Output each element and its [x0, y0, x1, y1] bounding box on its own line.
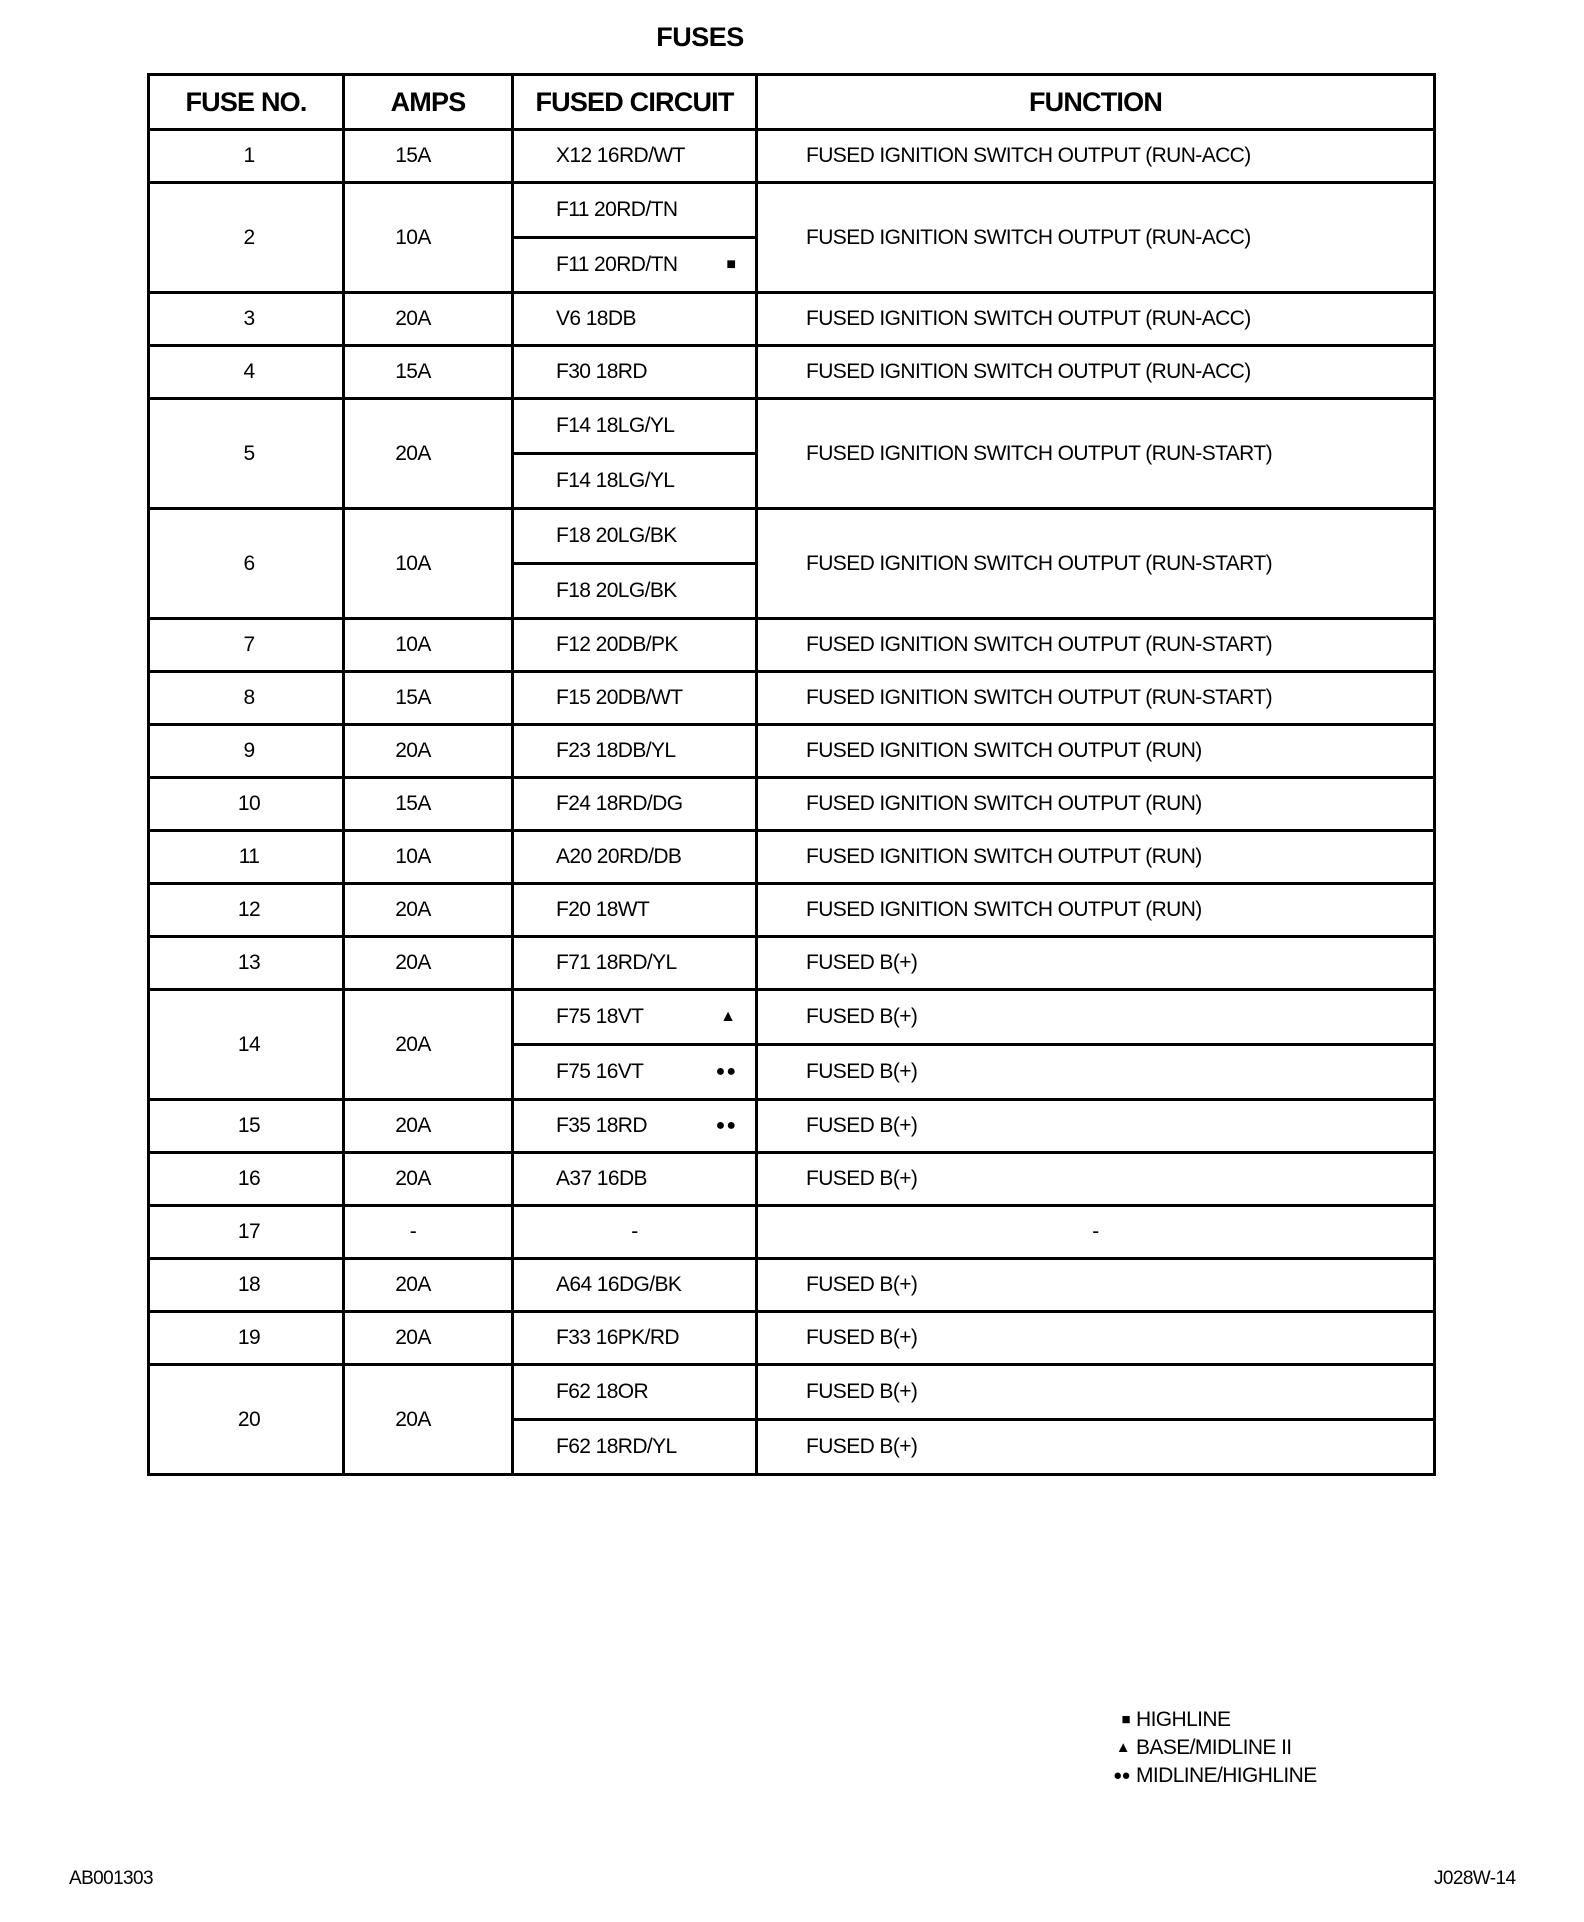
- circuit-cell: F23 18DB/YL: [513, 725, 757, 778]
- table-row: [149, 937, 1435, 990]
- highline-square-icon: ■: [1121, 1711, 1130, 1728]
- table-row: [149, 778, 1435, 831]
- table-row: [149, 831, 1435, 884]
- fuse-no-cell: 3: [149, 293, 344, 346]
- figure-code-left: AB001303: [69, 1868, 153, 1889]
- midline-highline-dots-icon: ●●: [715, 1117, 737, 1134]
- circuit-cell: [513, 990, 757, 1045]
- fuse-no-cell: 2: [149, 183, 344, 293]
- amps-cell: 20A: [344, 990, 513, 1100]
- fuse-no-cell: 7: [149, 619, 344, 672]
- table-row: [149, 619, 1435, 672]
- function-cell: FUSED IGNITION SWITCH OUTPUT (RUN-ACC): [757, 183, 1435, 293]
- circuit-cell: [513, 1100, 757, 1153]
- amps-cell: 20A: [344, 399, 513, 509]
- fuse-no-cell: 9: [149, 725, 344, 778]
- amps-cell: 20A: [344, 1312, 513, 1365]
- fuse-no-cell: 18: [149, 1259, 344, 1312]
- table-row: [149, 1312, 1435, 1365]
- legend-label: MIDLINE/HIGHLINE: [1136, 1764, 1317, 1787]
- amps-cell: 20A: [344, 725, 513, 778]
- fuse-no-cell: 16: [149, 1153, 344, 1206]
- circuit-cell: F24 18RD/DG: [513, 778, 757, 831]
- circuit-text: F35 18RD: [556, 1114, 647, 1137]
- header-fused-circuit: FUSED CIRCUIT: [513, 75, 757, 130]
- fuse-no-cell: 5: [149, 399, 344, 509]
- function-cell: FUSED IGNITION SWITCH OUTPUT (RUN): [757, 778, 1435, 831]
- table-header-row: [149, 75, 1435, 130]
- fuse-no-cell: 4: [149, 346, 344, 399]
- fuse-no-cell: 6: [149, 509, 344, 619]
- table-row: [149, 183, 1435, 238]
- legend-item: [1108, 1762, 1317, 1790]
- fuse-no-cell: 19: [149, 1312, 344, 1365]
- amps-cell: 20A: [344, 1153, 513, 1206]
- circuit-cell: F11 20RD/TN: [513, 183, 757, 238]
- amps-cell: 10A: [344, 509, 513, 619]
- function-cell: FUSED B(+): [757, 1259, 1435, 1312]
- header-fuse-no: FUSE NO.: [149, 75, 344, 130]
- table-row: [149, 399, 1435, 454]
- function-cell: FUSED B(+): [757, 1420, 1435, 1475]
- table-row: [149, 1365, 1435, 1420]
- circuit-cell: F12 20DB/PK: [513, 619, 757, 672]
- function-cell: FUSED B(+): [757, 1312, 1435, 1365]
- function-cell: FUSED IGNITION SWITCH OUTPUT (RUN-ACC): [757, 346, 1435, 399]
- figure-code-right: J028W-14: [1434, 1868, 1516, 1889]
- circuit-cell: F18 20LG/BK: [513, 509, 757, 564]
- fuse-no-cell: 11: [149, 831, 344, 884]
- fuses-table: [147, 73, 1436, 1476]
- circuit-cell: F71 18RD/YL: [513, 937, 757, 990]
- table-row: [149, 672, 1435, 725]
- function-cell: FUSED IGNITION SWITCH OUTPUT (RUN-ACC): [757, 293, 1435, 346]
- amps-cell: 15A: [344, 672, 513, 725]
- function-cell: FUSED B(+): [757, 1100, 1435, 1153]
- amps-cell: -: [344, 1206, 513, 1259]
- circuit-cell: F62 18OR: [513, 1365, 757, 1420]
- circuit-cell: [513, 238, 757, 293]
- legend-label: BASE/MIDLINE II: [1136, 1736, 1292, 1759]
- header-function: FUNCTION: [757, 75, 1435, 130]
- highline-square-icon: ■: [726, 256, 737, 273]
- function-cell: FUSED B(+): [757, 937, 1435, 990]
- midline-highline-dots-icon: ●●: [1113, 1767, 1130, 1784]
- table-row: [149, 725, 1435, 778]
- function-cell: FUSED IGNITION SWITCH OUTPUT (RUN): [757, 831, 1435, 884]
- circuit-text: F11 20RD/TN: [556, 253, 678, 276]
- circuit-cell: F20 18WT: [513, 884, 757, 937]
- function-cell: FUSED IGNITION SWITCH OUTPUT (RUN-START): [757, 672, 1435, 725]
- table-row: [149, 346, 1435, 399]
- amps-cell: 10A: [344, 619, 513, 672]
- function-cell: FUSED B(+): [757, 1365, 1435, 1420]
- header-amps: AMPS: [344, 75, 513, 130]
- amps-cell: 20A: [344, 1365, 513, 1475]
- fuse-no-cell: 10: [149, 778, 344, 831]
- fuse-no-cell: 13: [149, 937, 344, 990]
- function-cell: FUSED IGNITION SWITCH OUTPUT (RUN-START): [757, 399, 1435, 509]
- function-cell: FUSED IGNITION SWITCH OUTPUT (RUN): [757, 884, 1435, 937]
- circuit-cell: -: [513, 1206, 757, 1259]
- table-row: [149, 1259, 1435, 1312]
- function-cell: FUSED B(+): [757, 1045, 1435, 1100]
- circuit-cell: F62 18RD/YL: [513, 1420, 757, 1475]
- amps-cell: 20A: [344, 293, 513, 346]
- table-row: [149, 884, 1435, 937]
- amps-cell: 10A: [344, 831, 513, 884]
- circuit-cell: A20 20RD/DB: [513, 831, 757, 884]
- function-cell: FUSED IGNITION SWITCH OUTPUT (RUN-START): [757, 619, 1435, 672]
- circuit-cell: [513, 1045, 757, 1100]
- function-cell: -: [757, 1206, 1435, 1259]
- circuit-cell: F14 18LG/YL: [513, 399, 757, 454]
- circuit-text: F75 18VT: [556, 1005, 644, 1028]
- circuit-cell: V6 18DB: [513, 293, 757, 346]
- amps-cell: 10A: [344, 183, 513, 293]
- circuit-cell: A37 16DB: [513, 1153, 757, 1206]
- amps-cell: 20A: [344, 884, 513, 937]
- table-row: [149, 130, 1435, 183]
- table-row: [149, 990, 1435, 1045]
- fuse-no-cell: 15: [149, 1100, 344, 1153]
- table-row: [149, 1153, 1435, 1206]
- base-midline-triangle-icon: ▲: [720, 1008, 737, 1025]
- base-midline-triangle-icon: ▲: [1115, 1739, 1130, 1756]
- circuit-cell: F14 18LG/YL: [513, 454, 757, 509]
- circuit-cell: F15 20DB/WT: [513, 672, 757, 725]
- table-row: [149, 293, 1435, 346]
- circuit-cell: A64 16DG/BK: [513, 1259, 757, 1312]
- amps-cell: 20A: [344, 1259, 513, 1312]
- amps-cell: 20A: [344, 1100, 513, 1153]
- fuse-no-cell: 17: [149, 1206, 344, 1259]
- amps-cell: 15A: [344, 346, 513, 399]
- legend-item: [1108, 1734, 1317, 1762]
- fuse-no-cell: 14: [149, 990, 344, 1100]
- table-row: [149, 509, 1435, 564]
- page-title: FUSES: [656, 22, 744, 52]
- fuse-no-cell: 8: [149, 672, 344, 725]
- legend-item: [1108, 1706, 1317, 1734]
- amps-cell: 15A: [344, 778, 513, 831]
- circuit-cell: X12 16RD/WT: [513, 130, 757, 183]
- amps-cell: 15A: [344, 130, 513, 183]
- legend: [1108, 1706, 1317, 1790]
- fuse-no-cell: 1: [149, 130, 344, 183]
- midline-highline-dots-icon: ●●: [715, 1063, 737, 1080]
- fuse-no-cell: 12: [149, 884, 344, 937]
- table-row: [149, 1206, 1435, 1259]
- function-cell: FUSED B(+): [757, 990, 1435, 1045]
- table-row: [149, 1100, 1435, 1153]
- function-cell: FUSED IGNITION SWITCH OUTPUT (RUN-ACC): [757, 130, 1435, 183]
- function-cell: FUSED IGNITION SWITCH OUTPUT (RUN-START): [757, 509, 1435, 619]
- circuit-cell: F33 16PK/RD: [513, 1312, 757, 1365]
- circuit-cell: F18 20LG/BK: [513, 564, 757, 619]
- legend-label: HIGHLINE: [1136, 1708, 1231, 1731]
- fuse-no-cell: 20: [149, 1365, 344, 1475]
- amps-cell: 20A: [344, 937, 513, 990]
- circuit-text: F75 16VT: [556, 1060, 644, 1083]
- function-cell: FUSED B(+): [757, 1153, 1435, 1206]
- function-cell: FUSED IGNITION SWITCH OUTPUT (RUN): [757, 725, 1435, 778]
- circuit-cell: F30 18RD: [513, 346, 757, 399]
